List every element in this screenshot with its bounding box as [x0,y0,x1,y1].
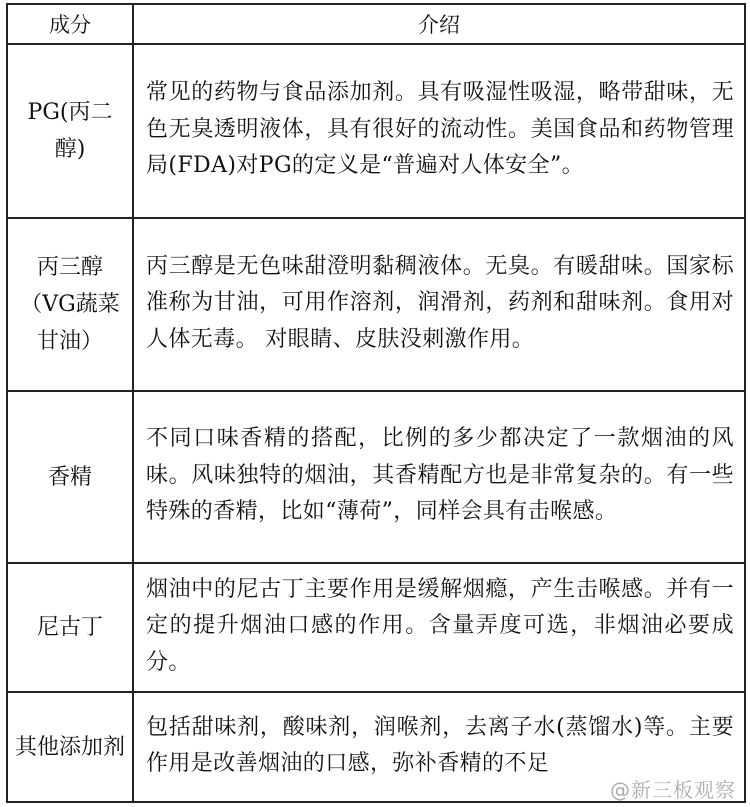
ingredient-description: 包括甜味剂，酸味剂，润喉剂，去离子水(蒸馏水)等。主要作用是改善烟油的口感，弥补香精的不足 [133,692,745,802]
watermark: @新三板观察 [610,778,736,802]
header-ingredient: 成分 [7,4,133,44]
ingredient-description: 常见的药物与食品添加剂。具有吸湿性吸湿，略带甜味，无色无臭透明液体，具有很好的流动性。美国食品和药物管理局(FDA)对PG的定义是“普遍对人体安全”。 [133,44,745,218]
ingredients-table [6,3,746,803]
ingredient-name: 其他添加剂 [7,692,133,802]
ingredient-name: PG(丙二醇) [7,44,133,218]
table-header-row [7,4,745,44]
table-row [7,44,745,218]
table-row [7,218,745,391]
ingredient-name: 尼古丁 [7,563,133,692]
table-row [7,391,745,563]
ingredient-name: 香精 [7,391,133,563]
ingredient-description: 不同口味香精的搭配，比例的多少都决定了一款烟油的风味。风味独特的烟油，其香精配方也是非常复杂的。有一些特殊的香精，比如“薄荷”，同样会具有击喉感。 [133,391,745,563]
header-introduction: 介绍 [133,4,745,44]
table-row [7,563,745,692]
ingredient-name: 丙三醇（VG蔬菜甘油） [7,218,133,391]
ingredient-description: 烟油中的尼古丁主要作用是缓解烟瘾，产生击喉感。并有一定的提升烟油口感的作用。含量弄度可选，非烟油必要成分。 [133,563,745,692]
ingredient-description: 丙三醇是无色味甜澄明黏稠液体。无臭。有暖甜味。国家标准称为甘油，可用作溶剂，润滑剂，药剂和甜味剂。食用对人体无毒。 对眼睛、皮肤没刺激作用。 [133,218,745,391]
